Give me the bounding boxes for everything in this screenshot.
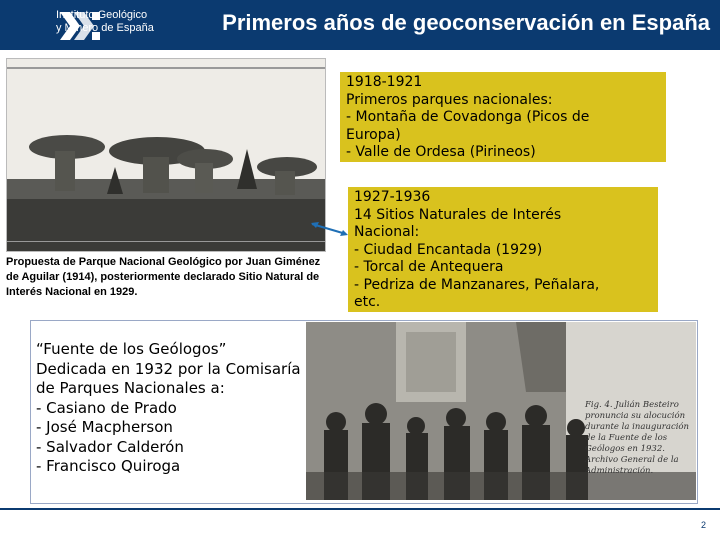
box2-line: - Pedriza de Manzanares, Peñalara, (354, 276, 600, 293)
fuente-line: - Casiano de Prado (36, 398, 177, 417)
box1-line: Europa) (346, 126, 401, 143)
box-1918-1921 (340, 72, 666, 162)
logo-line-2: y Minero de España (56, 22, 154, 34)
page-title: Primeros años de geoconservación en España (222, 10, 710, 35)
box2-line: 1927-1936 (354, 189, 431, 205)
logo-text (56, 9, 154, 35)
box2-line: 14 Sitios Naturales de Interés (354, 206, 562, 223)
box1-line: 1918-1921 (346, 74, 423, 90)
box-1927-1936 (348, 187, 658, 312)
arrow-icon (310, 220, 350, 240)
header-bar (0, 0, 720, 50)
fuente-description (36, 340, 316, 477)
box2-line: Nacional: (354, 224, 420, 240)
rock-formations-illustration (7, 59, 325, 251)
box2-line: - Ciudad Encantada (1929) (354, 241, 543, 258)
box1-line: - Montaña de Covadonga (Picos de (346, 109, 590, 125)
logo-line-1: Instituto Geológico (56, 9, 148, 21)
fuente-line: - Francisco Quiroga (36, 457, 181, 475)
fuente-line: Dedicada en 1932 por la Comisaría (36, 359, 301, 378)
fuente-line: de Parques Nacionales a: (36, 379, 225, 397)
box1-line: - Valle de Ordesa (Pirineos) (346, 144, 536, 160)
box2-line: - Torcal de Antequera (354, 259, 504, 275)
box2-line: etc. (354, 294, 381, 310)
photo1-caption: Propuesta de Parque Nacional Geológico por Juan Giménez de Aguilar (1914), posteriormente declarado Sitio Natural de Interés Nacional en 1929. (6, 256, 321, 298)
box1-line: Primeros parques nacionales: (346, 91, 553, 108)
photo2-caption: Fig. 4. Julián Besteiro pronuncia su alocución durante la inauguración de la Fuente de los Geólogos en 1932. Archivo General de la Administración. (585, 400, 690, 476)
footer-divider (0, 508, 720, 510)
ciudad-encantada-photo (6, 58, 326, 252)
fuente-line: “Fuente de los Geólogos” (36, 340, 227, 358)
fuente-line: - Salvador Calderón (36, 437, 184, 456)
page-number: 2 (700, 520, 706, 530)
fuente-line: - José Macpherson (36, 418, 173, 436)
